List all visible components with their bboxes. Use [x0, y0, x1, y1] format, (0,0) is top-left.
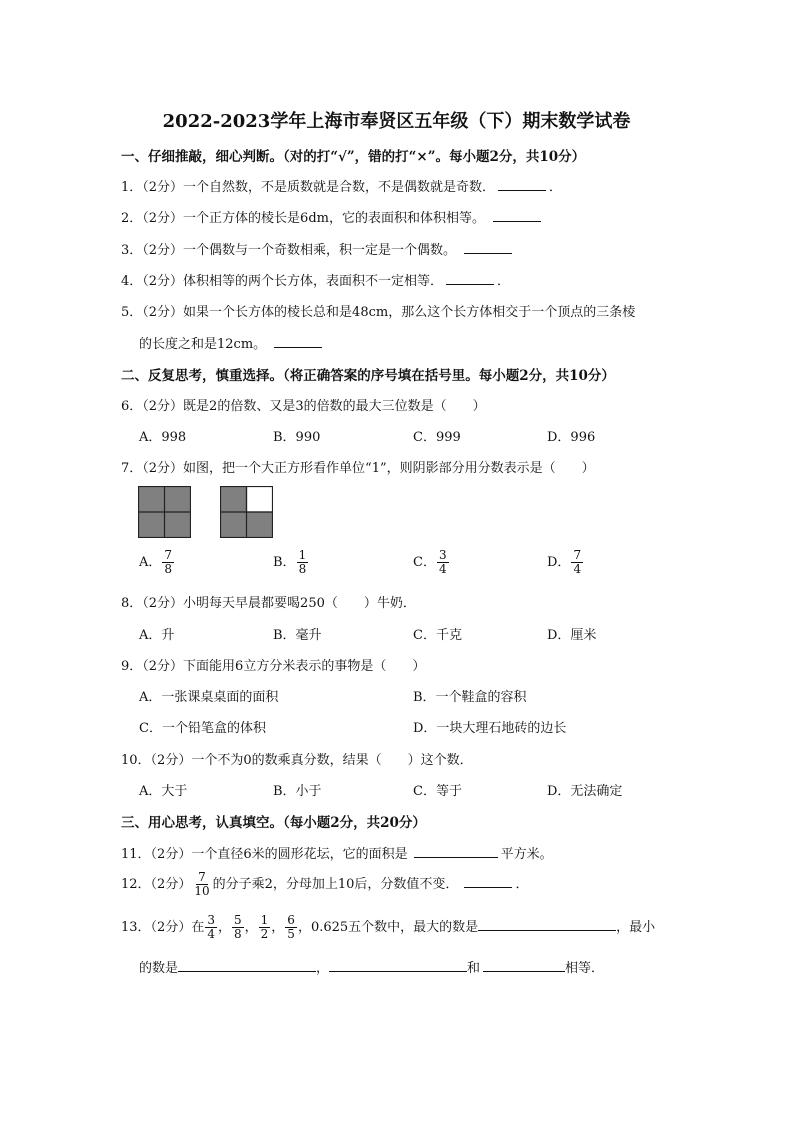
period: ．	[497, 274, 511, 289]
answer-blank-3[interactable]	[464, 241, 512, 254]
question-5-text: 的长度之和是12cm。	[139, 337, 267, 352]
question-12	[121, 870, 528, 900]
fraction-6-5	[285, 914, 297, 941]
denominator: 8	[233, 927, 242, 941]
answer-blank-1[interactable]	[498, 178, 546, 191]
numerator: 5	[233, 913, 242, 927]
q7-option-b[interactable]	[273, 549, 309, 576]
q7-option-a[interactable]	[139, 549, 175, 576]
question-1-text: 1．（2分）一个自然数，不是质数就是合数，不是偶数就是奇数．	[121, 180, 496, 195]
fraction-1-2	[259, 914, 271, 941]
question-2	[121, 207, 541, 226]
fraction-7-10	[192, 871, 211, 898]
question-11-text: 11．（2分）一个直径6米的圆形花坛，它的面积是	[121, 847, 408, 862]
q8-option-a[interactable]: A．升	[139, 628, 175, 643]
denominator: 4	[438, 562, 447, 576]
answer-blank-13-equal-2[interactable]	[483, 959, 565, 972]
numerator: 3	[438, 548, 447, 562]
question-12-number: 12．（2分）	[121, 877, 192, 892]
separator: ，	[297, 920, 311, 935]
fraction	[297, 549, 309, 576]
fraction	[571, 549, 583, 576]
q10-option-a[interactable]: A．大于	[139, 784, 188, 799]
section-3-heading: 三、用心思考，认真填空。（每小题2分，共20分）	[121, 815, 426, 831]
denominator: 4	[207, 927, 215, 941]
answer-blank-13-min[interactable]	[178, 959, 316, 972]
option-label: B．	[273, 555, 296, 570]
question-2-text: 2．（2分）一个正方体的棱长是6dm，它的表面积和体积相等。	[121, 211, 485, 226]
question-11-unit: 平方米。	[500, 847, 553, 862]
q8-option-b[interactable]: B．毫升	[273, 628, 322, 643]
question-11	[121, 843, 553, 862]
numerator: 1	[260, 913, 269, 927]
denominator: 8	[298, 562, 307, 576]
option-label: A．	[139, 555, 162, 570]
numerator: 7	[198, 870, 206, 884]
numerator: 7	[573, 548, 582, 562]
q9-option-b[interactable]: B．一个鞋盒的容积	[413, 690, 527, 705]
period: ．	[515, 877, 529, 892]
q8-option-d[interactable]: D．厘米	[547, 628, 597, 643]
q6-option-b[interactable]: B．990	[273, 430, 321, 445]
denominator: 5	[287, 927, 295, 941]
q9-option-d[interactable]: D．一块大理石地砖的边长	[413, 721, 567, 736]
question-7: 7．（2分）如图，把一个大正方形看作单位“1”，则阴影部分用分数表示是（ ）	[121, 461, 595, 476]
q8-option-c[interactable]: C．千克	[413, 628, 462, 643]
q7-option-d[interactable]	[547, 549, 584, 576]
period: ．	[549, 180, 563, 195]
answer-blank-13-max[interactable]	[478, 918, 616, 931]
answer-blank-2[interactable]	[493, 209, 541, 222]
q6-option-a[interactable]: A．998	[139, 430, 187, 445]
fraction-5-8	[232, 914, 244, 941]
denominator: 4	[573, 562, 582, 576]
option-label: C．	[413, 555, 436, 570]
question-13-text-5: 相等．	[565, 961, 605, 976]
denominator: 2	[260, 927, 269, 941]
figure-partial-square	[220, 486, 273, 538]
answer-blank-13-equal-1[interactable]	[329, 959, 467, 972]
separator: ，	[316, 961, 330, 976]
q10-option-b[interactable]: B．小于	[273, 784, 322, 799]
numerator: 7	[164, 548, 173, 562]
question-5-line-2	[139, 333, 322, 352]
page-title: 2022-2023学年上海市奉贤区五年级（下）期末数学试卷	[162, 111, 631, 132]
answer-blank-4[interactable]	[446, 272, 494, 285]
fraction-3-4	[205, 914, 217, 941]
denominator: 8	[164, 562, 173, 576]
fraction	[437, 549, 449, 576]
question-3-text: 3．（2分）一个偶数与一个奇数相乘，积一定是一个偶数。	[121, 243, 457, 258]
question-13-text-3: 的数是	[139, 961, 179, 976]
answer-blank-12[interactable]	[464, 875, 512, 888]
numerator: 6	[287, 913, 295, 927]
q9-option-c[interactable]: C．一个铅笔盒的体积	[139, 721, 266, 736]
question-6: 6．（2分）既是2的倍数、又是3的倍数的最大三位数是（ ）	[121, 399, 486, 414]
numerator: 1	[298, 548, 307, 562]
fraction	[162, 549, 174, 576]
answer-blank-5[interactable]	[274, 335, 322, 348]
denominator: 10	[194, 884, 210, 898]
q10-option-d[interactable]: D．无法确定	[547, 784, 623, 799]
answer-blank-11[interactable]	[414, 845, 498, 858]
separator: ，	[271, 920, 285, 935]
question-4	[121, 270, 510, 289]
separator: ，	[244, 920, 258, 935]
question-5-line-1: 5．（2分）如果一个长方体的棱长总和是48cm，那么这个长方体相交于一个顶点的三条棱	[121, 305, 636, 320]
question-10: 10．（2分）一个不为0的数乘真分数，结果（ ）这个数．	[121, 753, 473, 768]
q10-option-c[interactable]: C．等于	[413, 784, 462, 799]
question-12-text: 的分子乘2，分母加上10后，分数值不变．	[212, 877, 459, 892]
q9-option-a[interactable]: A．一张课桌桌面的面积	[139, 690, 279, 705]
question-3	[121, 239, 512, 258]
question-13-text: 0.625五个数中，最大的数是	[310, 920, 479, 935]
figure-full-square	[138, 486, 191, 538]
question-9: 9．（2分）下面能用6立方分米表示的事物是（ ）	[121, 659, 426, 674]
question-13-text-4: 和	[467, 961, 481, 976]
q7-option-c[interactable]	[413, 549, 450, 576]
numerator: 3	[207, 913, 215, 927]
q6-option-d[interactable]: D．996	[547, 430, 596, 445]
question-1	[121, 176, 562, 195]
q6-option-c[interactable]: C．999	[413, 430, 461, 445]
separator: ，	[217, 920, 231, 935]
question-13-line-2	[139, 957, 604, 976]
section-2-heading: 二、反复思考，慎重选择。（将正确答案的序号填在括号里。每小题2分，共10分）	[121, 368, 615, 384]
section-1-heading: 一、仔细推敲，细心判断。（对的打“√”，错的打“×”。每小题2分，共10分）	[121, 149, 586, 165]
question-8: 8．（2分）小明每天早晨都要喝250（ ）牛奶．	[121, 596, 416, 611]
question-13-number: 13．（2分）在	[121, 920, 205, 935]
option-label: D．	[547, 555, 571, 570]
question-13-line-1	[121, 913, 655, 943]
question-13-text-2: ，最小	[616, 920, 656, 935]
question-4-text: 4．（2分）体积相等的两个长方体，表面积不一定相等．	[121, 274, 444, 289]
